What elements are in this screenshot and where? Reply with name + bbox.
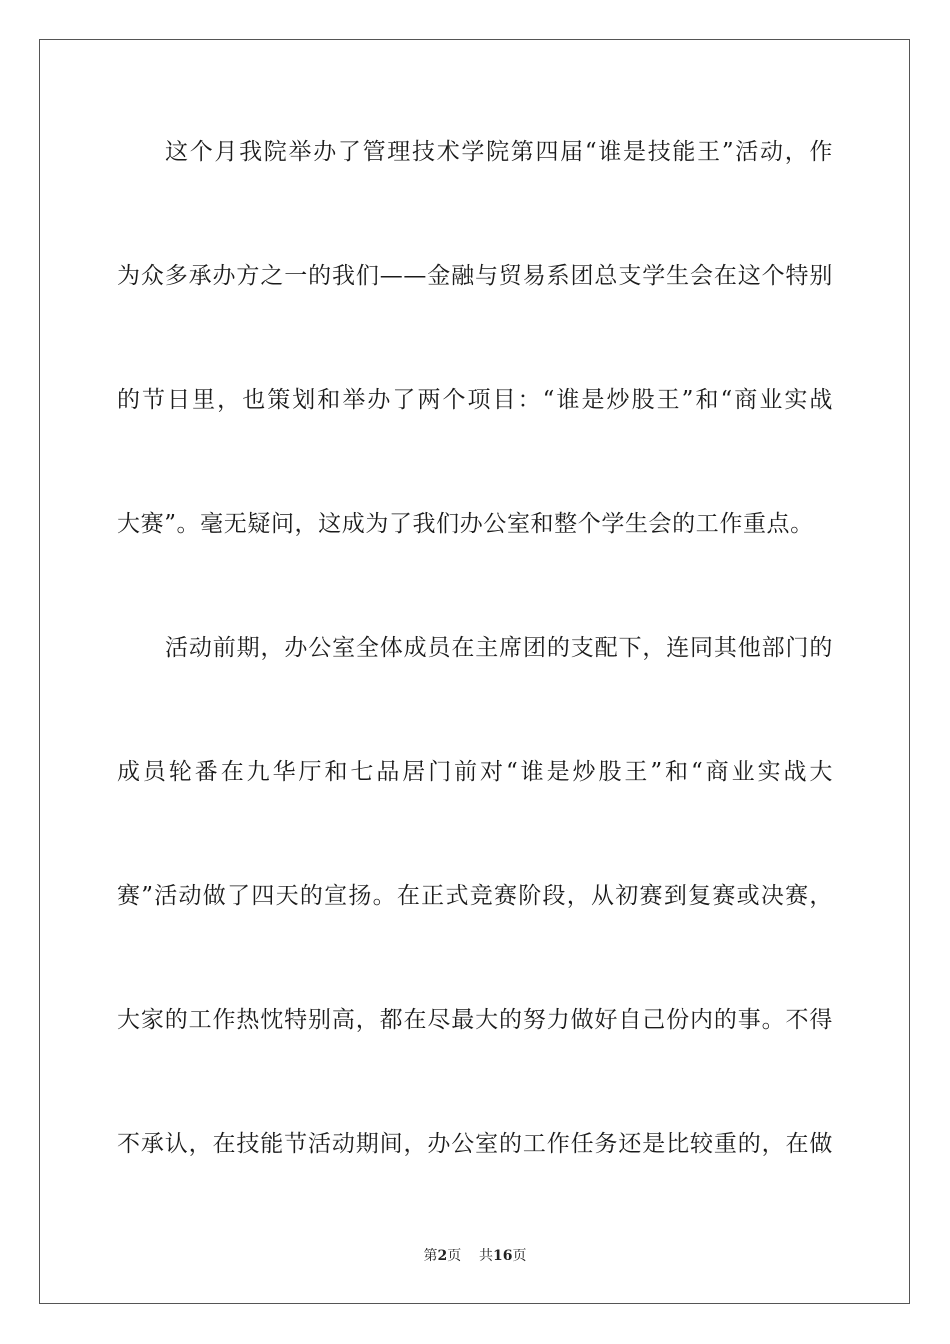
page-label-suffix: 页 [447,1248,462,1264]
paragraph-1-line-3: 的节日里，也策划和举办了两个项目：“谁是炒股王”和“商业实战 [117,387,833,413]
page-frame [39,39,910,1304]
paragraph-2-line-5: 不承认，在技能节活动期间，办公室的工作任务还是比较重的，在做 [117,1131,833,1157]
paragraph-1-line-1: 这个月我院举办了管理技术学院第四届“谁是技能王”活动，作 [165,139,833,165]
paragraph-2-line-2: 成员轮番在九华厅和七品居门前对“谁是炒股王”和“商业实战大 [117,759,833,785]
total-label-prefix: 共 [479,1248,494,1264]
total-label-suffix: 页 [512,1248,527,1264]
page-label-prefix: 第 [423,1248,438,1264]
paragraph-2-line-3: 赛”活动做了四天的宣扬。在正式竞赛阶段，从初赛到复赛或决赛， [117,883,833,909]
page-footer [0,1246,950,1266]
paragraph-2-line-4: 大家的工作热忱特别高，都在尽最大的努力做好自己份内的事。不得 [117,1007,833,1033]
paragraph-1-line-2: 为众多承办方之一的我们——金融与贸易系团总支学生会在这个特别 [117,263,833,289]
paragraph-1-line-4: 大赛”。毫无疑问，这成为了我们办公室和整个学生会的工作重点。 [117,511,814,537]
total-pages: 16 [493,1248,513,1264]
paragraph-2-line-1: 活动前期，办公室全体成员在主席团的支配下，连同其他部门的 [165,635,833,661]
page-number: 2 [437,1248,448,1264]
